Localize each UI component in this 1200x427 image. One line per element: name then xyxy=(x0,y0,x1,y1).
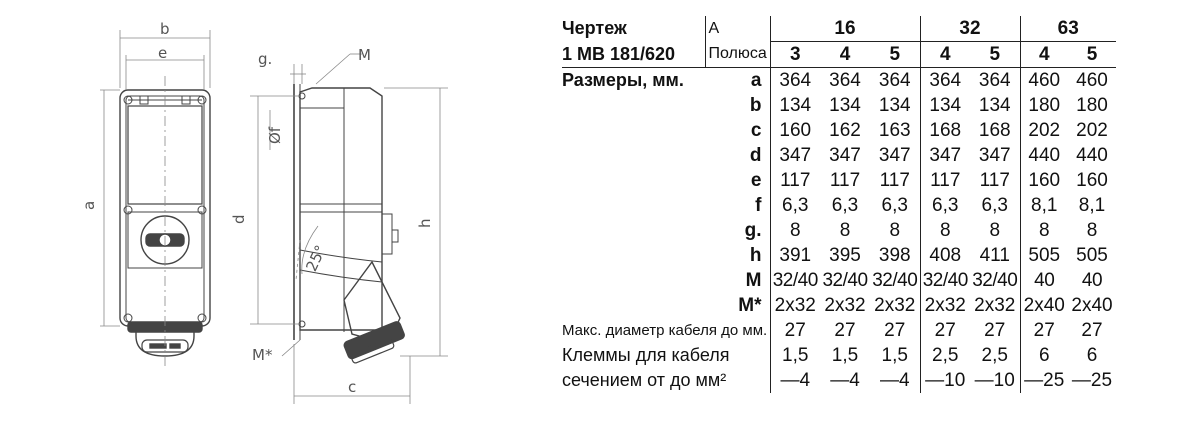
value-cell: 160 xyxy=(1076,169,1108,191)
row-f xyxy=(562,193,1116,218)
poles-16-3: 3 xyxy=(770,42,820,68)
value-cell: 27 xyxy=(770,318,820,343)
value-cell: 8,1 xyxy=(1020,193,1068,218)
value-cell: 27 xyxy=(1081,319,1103,341)
row-h xyxy=(562,243,1116,268)
poles-16-4: 4 xyxy=(820,42,870,68)
value-cell: 32/40 xyxy=(770,268,820,293)
value-cell: —4 xyxy=(770,368,820,393)
value-cell: 8 xyxy=(839,219,851,241)
value-cell: 505 xyxy=(1020,243,1068,268)
value-cell: 440 xyxy=(1076,144,1108,166)
row-c xyxy=(562,118,1116,143)
value-cell: 40 xyxy=(1081,269,1103,291)
value-cell: 202 xyxy=(1076,119,1108,141)
value-cell: 160 xyxy=(770,118,820,143)
value-cell: 180 xyxy=(1076,94,1108,116)
value-cell: 117 xyxy=(770,168,820,193)
value-cell: 8 xyxy=(1086,219,1098,241)
value-cell: 411 xyxy=(979,244,1010,266)
value-cell: 117 xyxy=(979,169,1010,191)
value-cell: 364 xyxy=(770,68,820,94)
value-cell: 2x40 xyxy=(1020,293,1068,318)
dim-label-b: b xyxy=(160,20,170,38)
row-label: g. xyxy=(744,219,762,241)
value-cell: 8 xyxy=(889,219,901,241)
value-cell: 117 xyxy=(829,169,861,191)
dim-label-angle: 25° xyxy=(302,242,330,275)
value-cell: 8 xyxy=(770,218,820,243)
value-cell: —4 xyxy=(830,369,860,391)
row-terminals-from xyxy=(562,343,1116,368)
row-label: a xyxy=(750,69,762,91)
value-cell: 505 xyxy=(1076,244,1108,266)
row-d xyxy=(562,143,1116,168)
poles-label: Полюса xyxy=(705,42,770,68)
value-cell: 2x40 xyxy=(1071,294,1113,316)
value-cell: 2x32 xyxy=(770,293,820,318)
value-cell: 2x32 xyxy=(874,294,916,316)
value-cell: 347 xyxy=(978,144,1011,166)
drawing-number: 1 МВ 181/620 xyxy=(562,42,705,68)
value-cell: 2,5 xyxy=(920,343,970,368)
value-cell: 180 xyxy=(1020,93,1068,118)
value-cell: —4 xyxy=(879,369,910,391)
row-M-star xyxy=(562,293,1116,318)
value-cell: 398 xyxy=(878,244,911,266)
value-cell: 32/40 xyxy=(972,269,1018,291)
dim-label-m: M xyxy=(358,46,371,64)
terminals-label-2: сечением от до мм² xyxy=(562,370,727,390)
cable-diameter-label: Макс. диаметр кабеля до мм. xyxy=(562,322,768,339)
ampere-label: A xyxy=(705,16,770,42)
value-cell: 347 xyxy=(920,143,970,168)
row-label: b xyxy=(749,94,762,116)
value-cell: 117 xyxy=(920,168,970,193)
value-cell: —10 xyxy=(920,368,970,393)
value-cell: 1,5 xyxy=(831,344,859,366)
title-label: Чертеж xyxy=(562,18,627,39)
value-cell: 460 xyxy=(1076,69,1108,91)
row-b xyxy=(562,93,1116,118)
header-row-amps xyxy=(562,16,1116,42)
value-cell: 1,5 xyxy=(770,343,820,368)
amps-63: 63 xyxy=(1020,16,1116,42)
value-cell: 408 xyxy=(920,243,970,268)
dim-label-c: c xyxy=(348,378,357,396)
dim-label-a: a xyxy=(80,200,98,210)
header-row-poles xyxy=(562,42,1116,68)
value-cell: 27 xyxy=(884,319,906,341)
value-cell: 347 xyxy=(878,144,911,166)
value-cell: 8 xyxy=(989,219,1001,241)
value-cell: 162 xyxy=(829,119,861,141)
row-a xyxy=(562,68,1116,94)
row-g xyxy=(562,218,1116,243)
value-cell: 168 xyxy=(920,118,970,143)
value-cell: 6,3 xyxy=(881,194,908,216)
value-cell: 6 xyxy=(1020,343,1068,368)
poles-63-5: 5 xyxy=(1068,42,1116,68)
value-cell: 163 xyxy=(878,119,911,141)
poles-63-4: 4 xyxy=(1020,42,1068,68)
row-label: e xyxy=(750,169,762,191)
row-cable-diameter xyxy=(562,318,1116,343)
value-cell: 364 xyxy=(878,69,911,91)
value-cell: 32/40 xyxy=(872,269,918,291)
value-cell: 168 xyxy=(978,119,1011,141)
dim-label-d: d xyxy=(230,214,248,224)
value-cell: 364 xyxy=(978,69,1011,91)
value-cell: 160 xyxy=(1020,168,1068,193)
row-label: f xyxy=(755,194,762,216)
value-cell: —25 xyxy=(1020,368,1068,393)
value-cell: 202 xyxy=(1020,118,1068,143)
value-cell: 395 xyxy=(829,244,861,266)
value-cell: 6,3 xyxy=(770,193,820,218)
value-cell: 8,1 xyxy=(1078,194,1106,216)
technical-drawing xyxy=(0,0,560,427)
value-cell: 364 xyxy=(920,68,970,94)
value-cell: 6 xyxy=(1086,344,1098,366)
value-cell: —10 xyxy=(974,369,1015,391)
row-e xyxy=(562,168,1116,193)
value-cell: 27 xyxy=(984,319,1006,341)
value-cell: 134 xyxy=(978,94,1011,116)
value-cell: —25 xyxy=(1071,369,1113,391)
dim-label-h: h xyxy=(416,218,434,228)
value-cell: 440 xyxy=(1020,143,1068,168)
amps-32: 32 xyxy=(920,16,1020,42)
value-cell: 6,3 xyxy=(920,193,970,218)
row-label: c xyxy=(750,119,762,141)
value-cell: 8 xyxy=(920,218,970,243)
value-cell: 460 xyxy=(1020,68,1068,94)
value-cell: 117 xyxy=(879,169,910,191)
row-M xyxy=(562,268,1116,293)
value-cell: 347 xyxy=(829,144,861,166)
value-cell: 6,3 xyxy=(981,194,1008,216)
value-cell: 134 xyxy=(878,94,911,116)
value-cell: 27 xyxy=(920,318,970,343)
amps-16: 16 xyxy=(770,16,920,42)
value-cell: 2x32 xyxy=(824,294,866,316)
value-cell: 27 xyxy=(834,319,856,341)
row-label: M xyxy=(745,269,762,291)
row-label: d xyxy=(749,144,762,166)
row-label: h xyxy=(749,244,762,266)
row-label: M* xyxy=(738,294,762,316)
poles-32-5: 5 xyxy=(970,42,1020,68)
value-cell: 134 xyxy=(770,93,820,118)
dim-label-m-star: M* xyxy=(252,346,273,364)
value-cell: 391 xyxy=(770,243,820,268)
value-cell: 134 xyxy=(829,94,861,116)
value-cell: 2x32 xyxy=(920,293,970,318)
value-cell: 2x32 xyxy=(974,294,1016,316)
terminals-label-1: Клеммы для кабеля xyxy=(562,345,730,365)
value-cell: 27 xyxy=(1020,318,1068,343)
value-cell: 364 xyxy=(829,69,861,91)
dimensions-label: Размеры, мм. xyxy=(562,70,684,90)
value-cell: 2,5 xyxy=(981,344,1008,366)
value-cell: 134 xyxy=(920,93,970,118)
dim-label-e: e xyxy=(158,44,168,62)
dimension-rows xyxy=(562,68,1116,394)
value-cell: 40 xyxy=(1020,268,1068,293)
poles-16-5: 5 xyxy=(870,42,920,68)
value-cell: 347 xyxy=(770,143,820,168)
value-cell: 32/40 xyxy=(920,268,970,293)
value-cell: 32/40 xyxy=(822,269,868,291)
poles-32-4: 4 xyxy=(920,42,970,68)
value-cell: 8 xyxy=(1020,218,1068,243)
dim-label-f: Øf xyxy=(266,126,284,144)
dim-label-g: g. xyxy=(258,50,273,68)
spec-table xyxy=(562,16,1116,393)
value-cell: 6,3 xyxy=(831,194,859,216)
row-terminals-to xyxy=(562,368,1116,393)
value-cell: 1,5 xyxy=(881,344,908,366)
